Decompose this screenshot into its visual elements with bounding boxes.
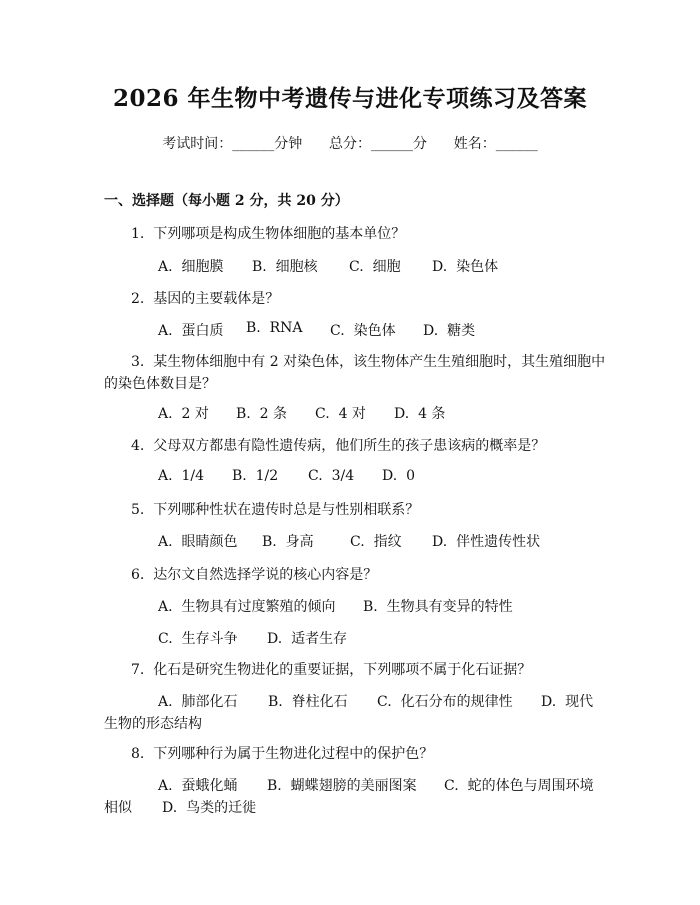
question-stem: 3. 某生物体细胞中有 2 对染色体，该生物体产生生殖细胞时，其生殖细胞中: [131, 354, 606, 370]
time-label: 考试时间：: [162, 136, 233, 152]
question-options: [158, 691, 593, 711]
question-options: [158, 596, 513, 616]
score-unit: 分: [413, 136, 427, 152]
option: D. 鸟类的迁徙: [162, 800, 257, 816]
time-blank: ______: [232, 136, 275, 152]
option: C. 指纹: [350, 534, 402, 550]
name-label: 姓名：: [453, 136, 496, 152]
option: A. 肺部化石: [158, 694, 238, 710]
option: D. 现代: [541, 694, 594, 710]
option: B. 身高: [262, 534, 314, 550]
question-stem: 5. 下列哪种性状在遗传时总是与性别相联系？: [131, 502, 420, 518]
option: B. 细胞核: [252, 259, 318, 275]
option: B. 蝴蝶翅膀的美丽图案: [267, 778, 417, 794]
option: D. 适者生存: [267, 631, 348, 647]
option: C. 4 对: [315, 406, 366, 422]
option: C. 3/4: [308, 468, 355, 484]
question-options: [158, 320, 475, 340]
option: B. 脊柱化石: [268, 694, 348, 710]
question-stem: 6. 达尔文自然选择学说的核心内容是？: [131, 567, 378, 583]
option: A. 蚕蛾化蛹: [158, 778, 238, 794]
option: C. 染色体: [330, 323, 396, 339]
question-stem: 4. 父母双方都患有隐性遗传病，他们所生的孩子患该病的概率是？: [131, 438, 546, 454]
exam-meta: [0, 133, 700, 153]
option: D. 伴性遗传性状: [432, 534, 541, 550]
option: D. 糖类: [423, 323, 476, 339]
question-stem-continuation: 的染色体数目是？: [104, 376, 216, 392]
score-blank: ______: [371, 136, 413, 152]
option: A. 1/4: [158, 468, 204, 484]
question-options: [158, 775, 594, 795]
option: B. 2 条: [236, 406, 287, 422]
option-continuation-text: 相似: [104, 800, 132, 816]
option: C. 蛇的体色与周围环境: [444, 778, 594, 794]
name-blank: ______: [495, 136, 538, 152]
option-continuation: [104, 797, 256, 817]
option: B. 生物具有变异的特性: [363, 599, 513, 615]
question-stem: 2. 基因的主要载体是？: [131, 291, 280, 307]
option: D. 染色体: [432, 259, 499, 275]
question-options: [158, 628, 347, 648]
option: B. RNA: [246, 320, 303, 336]
question-options: [158, 531, 540, 551]
page-title: 2026 年生物中考遗传与进化专项练习及答案: [112, 85, 588, 112]
option: B. 1/2: [232, 468, 279, 484]
question-stem: 1. 下列哪项是构成生物体细胞的基本单位？: [131, 226, 406, 242]
time-unit: 分钟: [274, 136, 303, 152]
question-stem: 8. 下列哪种行为属于生物进化过程中的保护色？: [131, 746, 434, 762]
option: D. 4 条: [394, 406, 446, 422]
option: A. 细胞膜: [158, 259, 224, 275]
question-options: [158, 403, 445, 423]
question-options: [158, 468, 415, 484]
option: A. 生物具有过度繁殖的倾向: [158, 599, 336, 615]
option: A. 2 对: [158, 406, 209, 422]
score-label: 总分：: [329, 136, 371, 152]
option: A. 蛋白质: [158, 323, 224, 339]
question-stem: 7. 化石是研究生物进化的重要证据，下列哪项不属于化石证据？: [131, 662, 532, 678]
option: C. 细胞: [349, 259, 401, 275]
question-options: [158, 256, 498, 276]
option: C. 生存斗争: [158, 631, 238, 647]
option: C. 化石分布的规律性: [377, 694, 513, 710]
option: A. 眼睛颜色: [158, 534, 238, 550]
option-continuation: 生物的形态结构: [104, 716, 202, 732]
option: D. 0: [382, 468, 415, 484]
section-heading: 一、选择题（每小题 2 分，共 20 分）: [104, 193, 349, 209]
